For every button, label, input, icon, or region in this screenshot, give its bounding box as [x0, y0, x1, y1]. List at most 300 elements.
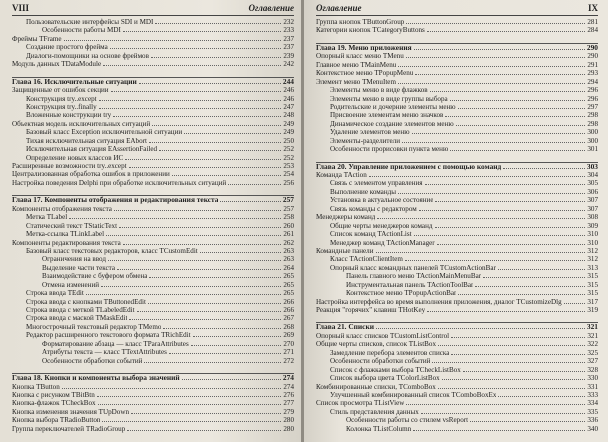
- toc-entry-title: Категории кнопок TCategoryButtons: [316, 26, 425, 35]
- toc-entry-title: Метка TLabel: [26, 213, 68, 222]
- toc-entry-title: Исключительная ситуация EAssertionFailed: [26, 145, 158, 154]
- toc-entry: [12, 52, 294, 60]
- toc-entry: [316, 61, 598, 69]
- toc-entry: [12, 239, 294, 247]
- dot-leader: [152, 125, 281, 126]
- toc-entry: [316, 357, 598, 365]
- toc-entry-title: Замедление перебора элементов списка: [330, 348, 450, 357]
- toc-page-number: 265: [283, 272, 294, 281]
- toc-gap: [316, 35, 598, 43]
- toc-entry-title: Строка ввода с кнопками TButtonedEdit: [26, 297, 146, 306]
- toc-entry-title: Связь команды с редактором: [330, 204, 417, 213]
- toc-entry-title: Централизованная обработка ошибок в приложении: [12, 170, 170, 179]
- toc-entry-title: Настройка поведения Delphi при обработке исключительных ситуаций: [12, 178, 227, 187]
- dot-leader: [425, 184, 586, 185]
- toc-page-number: 315: [587, 289, 598, 298]
- toc-page-number: 232: [283, 18, 294, 26]
- dot-leader: [406, 23, 585, 24]
- toc-entry-title: Удаление элементов меню: [330, 128, 410, 137]
- toc-entry: [12, 103, 294, 111]
- right-toc: [316, 18, 598, 433]
- dot-leader: [442, 379, 586, 380]
- toc-page-number: 297: [587, 102, 598, 111]
- dot-leader: [483, 277, 585, 278]
- toc-entry: [12, 145, 294, 153]
- toc-entry: [12, 281, 294, 289]
- toc-page-number: 272: [283, 356, 294, 365]
- toc-page-number: 310: [587, 238, 598, 247]
- toc-page-number: 254: [283, 170, 294, 179]
- toc-entry: [316, 103, 598, 111]
- dot-leader: [129, 167, 282, 168]
- toc-page-number: 334: [587, 399, 598, 408]
- toc-entry-title: Строка ввода с маской TMaskEdit: [26, 314, 128, 323]
- toc-page-number: 333: [587, 390, 598, 399]
- toc-entry: [316, 399, 598, 407]
- toc-entry: [316, 332, 598, 340]
- toc-entry-title: Родительские и дочерние элементы меню: [330, 102, 456, 111]
- toc-page-number: 233: [283, 26, 294, 35]
- toc-entry: [316, 383, 598, 391]
- toc-chapter-heading: [316, 43, 598, 52]
- toc-page-number: 331: [587, 382, 598, 391]
- toc-entry-title: Пользовательские интерфейсы SDI и MDI: [26, 18, 154, 26]
- dot-leader: [220, 201, 280, 202]
- toc-entry: [12, 289, 294, 297]
- dot-leader: [159, 150, 281, 151]
- toc-entry-title: Взаимодействие с буфером обмена: [42, 272, 148, 281]
- toc-page-number: 253: [283, 162, 294, 170]
- toc-page-number: 267: [283, 314, 294, 323]
- toc-entry-title: Присвоение элементам меню значков: [330, 111, 444, 120]
- dot-leader: [376, 328, 585, 329]
- dot-leader: [445, 116, 585, 117]
- dot-leader: [191, 345, 282, 346]
- toc-entry: [316, 171, 598, 179]
- toc-entry: [316, 196, 598, 204]
- dot-leader: [169, 353, 281, 354]
- toc-entry-title: Опорный класс списков TCustomListControl: [316, 331, 450, 340]
- toc-entry-title: Фреймы TFrame: [12, 34, 62, 43]
- toc-entry-title: Контекстное меню TPopupActionBar: [346, 289, 457, 298]
- dot-leader: [450, 100, 586, 101]
- dot-leader: [111, 91, 282, 92]
- toc-page-number: 310: [587, 230, 598, 239]
- dot-leader: [503, 168, 585, 169]
- toc-entry: [12, 425, 294, 433]
- toc-page-number: 312: [587, 246, 598, 255]
- dot-leader: [398, 193, 585, 194]
- toc-entry: [316, 78, 598, 86]
- toc-page-number: 327: [587, 357, 598, 366]
- dot-leader: [149, 142, 281, 143]
- toc-page-number: 304: [587, 171, 598, 179]
- toc-page-number: 274: [283, 382, 294, 391]
- toc-page-number: 242: [283, 60, 294, 69]
- dot-leader: [98, 404, 282, 405]
- toc-entry-title: Список просмотра TListView: [316, 399, 405, 408]
- toc-entry: [316, 145, 598, 153]
- toc-page-number: 256: [283, 178, 294, 187]
- dot-leader: [450, 150, 585, 151]
- toc-entry-title: Выделение части текста: [42, 263, 115, 272]
- toc-page-number: 269: [283, 331, 294, 340]
- toc-gap: [316, 314, 598, 322]
- dot-leader: [413, 430, 585, 431]
- dot-leader: [228, 184, 281, 185]
- dot-leader: [69, 218, 281, 219]
- toc-entry-title: Компоненты отображения текста: [12, 204, 112, 213]
- toc-entry: [12, 120, 294, 128]
- dot-leader: [151, 57, 281, 58]
- toc-entry-title: Особенности обработки событий: [42, 356, 143, 365]
- toc-page-number: 298: [587, 111, 598, 120]
- dot-leader: [129, 319, 281, 320]
- dot-leader: [412, 133, 586, 134]
- dot-leader: [182, 379, 281, 380]
- toc-page-number: 312: [587, 255, 598, 264]
- toc-entry-title: Выполнение команды: [330, 187, 397, 196]
- toc-page-number: 252: [283, 145, 294, 154]
- toc-entry-title: Особенности работы со стилем vsReport: [346, 416, 469, 425]
- toc-page-number: 237: [283, 43, 294, 52]
- toc-entry-title: Диалоги-помощники на основе фреймов: [26, 51, 149, 60]
- toc-page-number: 237: [283, 34, 294, 43]
- toc-entry-title: Настройка интерфейса во время выполнения приложения, диалог TCustomizeDlg: [316, 297, 562, 306]
- dot-leader: [475, 286, 585, 287]
- toc-page-number: 284: [587, 26, 598, 35]
- dot-leader: [103, 65, 281, 66]
- toc-entry-title: Ограничения на ввод: [42, 255, 106, 264]
- toc-gap: [316, 154, 598, 162]
- dot-leader: [102, 421, 281, 422]
- dot-leader: [86, 294, 282, 295]
- toc-entry-title: Метка-ссылка TLinkLabel: [26, 230, 105, 239]
- toc-chapter-heading: [12, 373, 294, 382]
- toc-entry-title: Глава 21. Списки: [316, 323, 374, 332]
- toc-entry-title: Базовый класс текстовых редакторов, класс TCustomEdit: [26, 246, 198, 255]
- dot-leader: [117, 269, 281, 270]
- dot-leader: [427, 31, 586, 32]
- toc-entry-title: Кнопка-флажок TCheckBox: [12, 399, 96, 408]
- toc-page-number: 246: [283, 86, 294, 95]
- dot-leader: [427, 311, 585, 312]
- dot-leader: [463, 371, 586, 372]
- dot-leader: [106, 235, 281, 236]
- dot-leader: [435, 227, 586, 228]
- toc-page-number: 328: [587, 365, 598, 374]
- toc-entry-title: Модуль данных TDataModule: [12, 60, 102, 69]
- toc-entry-title: Конструкция try..except: [26, 94, 97, 103]
- toc-page-number: 268: [283, 322, 294, 331]
- dot-leader: [137, 311, 282, 312]
- toc-entry-title: Строка ввода TEdit: [26, 289, 84, 298]
- toc-entry-title: Элементы-разделители: [330, 136, 400, 145]
- toc-entry: [12, 162, 294, 170]
- toc-page-number: 252: [283, 153, 294, 162]
- dot-leader: [406, 404, 585, 405]
- right-folio: IX: [587, 3, 598, 13]
- toc-entry: [12, 323, 294, 331]
- left-running-title: Оглавление: [248, 3, 294, 13]
- toc-entry: [316, 239, 598, 247]
- dot-leader: [438, 388, 586, 389]
- toc-page-number: 340: [587, 424, 598, 433]
- dot-leader: [172, 175, 282, 176]
- toc-entry-title: Базовый класс Exception исключительной ситуации: [26, 128, 183, 137]
- toc-entry: [12, 272, 294, 280]
- toc-entry: [316, 306, 598, 314]
- toc-entry: [12, 154, 294, 162]
- toc-entry: [12, 95, 294, 103]
- toc-page-number: 264: [283, 263, 294, 272]
- toc-page-number: 296: [587, 94, 598, 103]
- toc-entry: [12, 247, 294, 255]
- toc-entry: [12, 137, 294, 145]
- toc-entry: [316, 69, 598, 77]
- toc-page-number: 290: [586, 42, 598, 52]
- dot-leader: [123, 244, 282, 245]
- toc-entry-title: Главное меню TMainMenu: [316, 60, 397, 69]
- toc-page-number: 300: [587, 128, 598, 137]
- toc-entry-title: Особенности прорисовки пункта меню: [330, 145, 449, 154]
- toc-page-number: 266: [283, 306, 294, 314]
- toc-page-number: 265: [283, 280, 294, 289]
- toc-entry-title: Объектная модель исключительных ситуаций: [12, 119, 151, 128]
- toc-entry: [12, 35, 294, 43]
- toc-entry: [12, 179, 294, 187]
- toc-entry: [316, 298, 598, 306]
- toc-entry-title: Список выбора цвета TColorListBox: [330, 374, 440, 383]
- toc-entry: [316, 179, 598, 187]
- dot-leader: [193, 336, 282, 337]
- left-page: [0, 0, 302, 442]
- dot-leader: [97, 396, 282, 397]
- toc-entry: [316, 222, 598, 230]
- toc-gap: [12, 69, 294, 77]
- toc-gap: [12, 187, 294, 195]
- toc-entry: [316, 281, 598, 289]
- dot-leader: [148, 303, 281, 304]
- toc-entry-title: Список с флажками выбора TCheckListBox: [330, 365, 461, 374]
- toc-entry: [316, 120, 598, 128]
- toc-entry-title: Кнопка TButton: [12, 382, 60, 391]
- toc-page-number: 305: [587, 179, 598, 188]
- dot-leader: [149, 277, 281, 278]
- dot-leader: [402, 142, 585, 143]
- dot-leader: [470, 421, 585, 422]
- left-folio: VIII: [12, 3, 30, 13]
- dot-leader: [200, 252, 282, 253]
- dot-leader: [421, 413, 586, 414]
- dot-leader: [369, 176, 586, 177]
- toc-page-number: 301: [587, 145, 598, 154]
- toc-entry-title: Глава 18. Кнопки и компоненты выбора значений: [12, 374, 180, 383]
- toc-entry-title: Глава 17. Компоненты отображения и редактирования текста: [12, 196, 219, 205]
- toc-entry-title: Опорный класс меню TMenu: [316, 52, 404, 61]
- toc-page-number: 293: [587, 69, 598, 78]
- toc-page-number: 317: [587, 297, 598, 306]
- dot-leader: [430, 91, 586, 92]
- toc-entry: [316, 95, 598, 103]
- toc-page-number: 335: [587, 407, 598, 416]
- toc-entry: [12, 128, 294, 136]
- dot-leader: [456, 125, 586, 126]
- toc-page-number: 250: [283, 136, 294, 145]
- toc-page-number: 263: [283, 255, 294, 264]
- dot-leader: [414, 49, 585, 50]
- toc-entry: [12, 43, 294, 51]
- toc-entry: [316, 408, 598, 416]
- toc-entry: [12, 170, 294, 178]
- toc-entry: [12, 230, 294, 238]
- toc-entry: [12, 340, 294, 348]
- right-running-head: [316, 4, 598, 16]
- toc-page-number: 247: [283, 102, 294, 111]
- toc-entry-title: Опорный класс командных панелей TCustomActionBar: [330, 263, 496, 272]
- toc-entry-title: Инструментальная панель TActionToolBar: [346, 280, 474, 289]
- dot-leader: [62, 388, 282, 389]
- toc-page-number: 271: [283, 348, 294, 357]
- toc-page-number: 246: [283, 94, 294, 103]
- toc-entry: [12, 357, 294, 365]
- dot-leader: [398, 83, 585, 84]
- toc-entry-title: Общие черты списков, список TListBox: [316, 340, 436, 349]
- dot-leader: [405, 260, 585, 261]
- toc-entry: [316, 86, 598, 94]
- toc-entry: [316, 255, 598, 263]
- toc-entry: [316, 188, 598, 196]
- toc-entry-title: Глава 16. Исключительные ситуации: [12, 77, 137, 86]
- toc-entry: [12, 383, 294, 391]
- dot-leader: [432, 362, 585, 363]
- toc-page-number: 291: [587, 60, 598, 69]
- dot-leader: [458, 108, 586, 109]
- toc-page-number: 308: [587, 213, 598, 222]
- toc-entry: [316, 230, 598, 238]
- toc-page-number: 290: [587, 52, 598, 61]
- toc-entry-title: Стиль представления данных: [330, 407, 419, 416]
- toc-page-number: 307: [587, 196, 598, 205]
- toc-page-number: 249: [283, 119, 294, 128]
- toc-page-number: 307: [587, 204, 598, 213]
- toc-entry: [12, 86, 294, 94]
- dot-leader: [101, 286, 281, 287]
- toc-entry: [316, 425, 598, 433]
- dot-leader: [458, 294, 585, 295]
- toc-entry: [316, 289, 598, 297]
- toc-entry-title: Список команд TActionList: [330, 230, 412, 239]
- dot-leader: [127, 430, 281, 431]
- toc-entry: [316, 374, 598, 382]
- dot-leader: [163, 328, 281, 329]
- dot-leader: [113, 116, 281, 117]
- toc-page-number: 321: [586, 322, 598, 332]
- dot-leader: [451, 337, 585, 338]
- toc-page-number: 300: [587, 136, 598, 145]
- toc-entry: [12, 111, 294, 119]
- toc-page-number: 280: [283, 424, 294, 433]
- toc-page-number: 276: [283, 390, 294, 399]
- toc-entry: [12, 26, 294, 34]
- toc-entry: [12, 213, 294, 221]
- toc-entry-title: Группа переключателей TRadioGroup: [12, 424, 126, 433]
- toc-entry-title: Особенности работы MDI: [42, 26, 121, 35]
- toc-page-number: 306: [587, 187, 598, 196]
- toc-entry-title: Кнопка выбора TRadioButton: [12, 416, 101, 425]
- toc-entry-title: Тихая исключительная ситуация EAbort: [26, 136, 147, 145]
- toc-page-number: 315: [587, 272, 598, 281]
- toc-entry: [316, 26, 598, 34]
- toc-entry-title: Форматирование абзаца — класс TParaAttributes: [42, 339, 189, 348]
- toc-entry: [316, 128, 598, 136]
- toc-entry: [12, 60, 294, 68]
- dot-leader: [498, 269, 586, 270]
- toc-entry: [12, 314, 294, 322]
- toc-page-number: 244: [282, 76, 294, 86]
- toc-entry: [316, 213, 598, 221]
- dot-leader: [131, 413, 281, 414]
- toc-entry: [316, 137, 598, 145]
- toc-entry: [316, 349, 598, 357]
- toc-entry-title: Статический текст TStaticText: [26, 221, 118, 230]
- toc-page-number: 298: [587, 119, 598, 128]
- toc-entry: [12, 399, 294, 407]
- toc-entry: [12, 331, 294, 339]
- toc-page-number: 296: [587, 86, 598, 95]
- toc-gap: [12, 365, 294, 373]
- toc-entry-title: Атрибуты текста — класс TTextAttributes: [42, 348, 167, 357]
- toc-page-number: 315: [587, 280, 598, 289]
- toc-entry-title: Колонка TListColumn: [346, 424, 412, 433]
- toc-page-number: 277: [283, 399, 294, 408]
- toc-entry-title: Общие черты менеджеров команд: [330, 221, 433, 230]
- toc-page-number: 249: [283, 128, 294, 137]
- toc-entry-title: Конструкция try..finally: [26, 102, 97, 111]
- toc-entry: [316, 52, 598, 60]
- toc-entry: [12, 416, 294, 424]
- toc-page-number: 303: [586, 161, 598, 171]
- dot-leader: [110, 48, 282, 49]
- toc-entry-title: Кнопка изменения значения TUpDown: [12, 407, 129, 416]
- toc-entry-title: Улучшенный комбинированный список TComboBoxEx: [330, 390, 497, 399]
- dot-leader: [125, 159, 281, 160]
- toc-entry: [316, 416, 598, 424]
- dot-leader: [419, 210, 586, 211]
- toc-page-number: 325: [587, 348, 598, 357]
- toc-page-number: 239: [283, 51, 294, 60]
- dot-leader: [119, 227, 281, 228]
- toc-page-number: 336: [587, 416, 598, 425]
- toc-entry: [12, 408, 294, 416]
- toc-entry-title: Контекстное меню TPopupMenu: [316, 69, 414, 78]
- toc-entry: [12, 205, 294, 213]
- dot-leader: [498, 396, 585, 397]
- toc-entry-title: Командные панели: [316, 246, 374, 255]
- dot-leader: [415, 74, 585, 75]
- toc-entry-title: Отмена изменений: [42, 280, 100, 289]
- toc-page-number: 265: [283, 289, 294, 298]
- dot-leader: [139, 83, 281, 84]
- dot-leader: [435, 201, 585, 202]
- dot-leader: [99, 108, 282, 109]
- toc-page-number: 257: [282, 195, 294, 205]
- toc-page-number: 330: [587, 374, 598, 383]
- right-page: [304, 0, 608, 442]
- toc-chapter-heading: [12, 77, 294, 86]
- dot-leader: [564, 303, 586, 304]
- toc-entry-title: Связь с элементом управления: [330, 179, 423, 188]
